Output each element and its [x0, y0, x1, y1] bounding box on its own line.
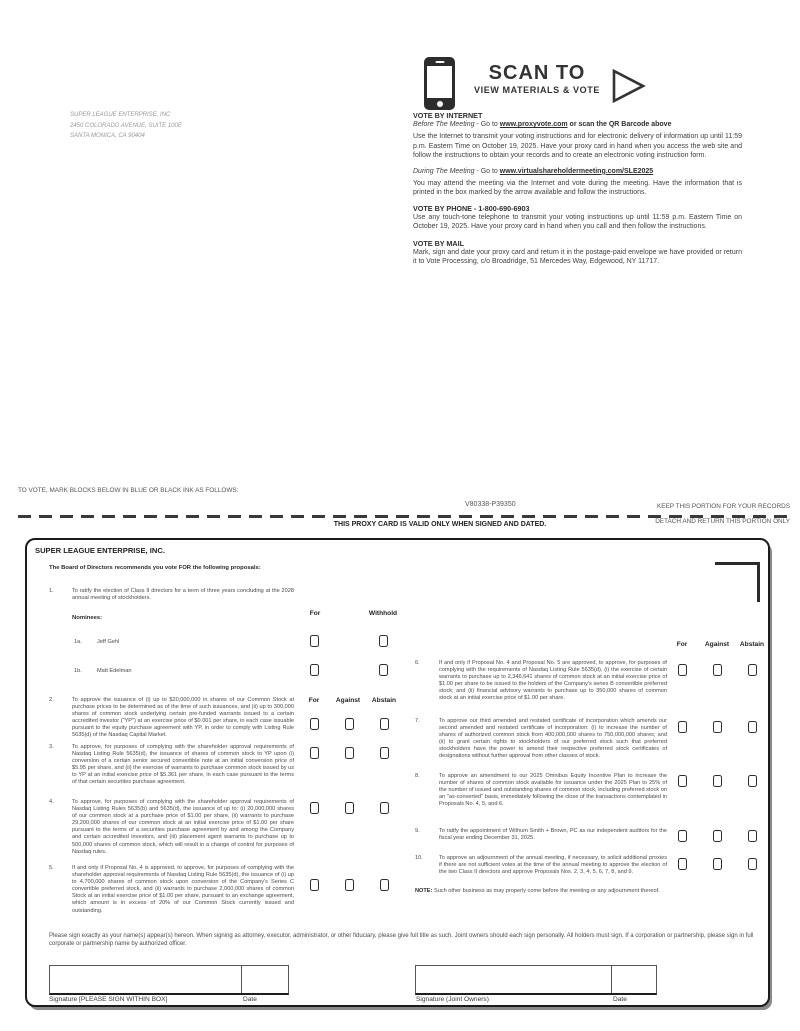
proposal-4-number: 4. [49, 799, 54, 805]
proxyvote-link[interactable]: www.proxyvote.com [499, 121, 568, 129]
checkbox-1b-for[interactable] [310, 664, 319, 676]
checkbox-p5-against[interactable] [345, 879, 354, 891]
checkbox-p7-abstain[interactable] [748, 721, 757, 733]
signature-box-primary[interactable] [49, 965, 289, 995]
proposal-10-number: 10. [415, 855, 423, 861]
checkbox-p3-against[interactable] [345, 747, 354, 759]
during-meeting-line [413, 167, 742, 176]
before-meeting-line [413, 120, 742, 129]
sender-line: SUPER LEAGUE ENTERPRISE, INC [70, 112, 171, 118]
date-label: Date [613, 996, 627, 1003]
signature-date-divider [241, 966, 242, 993]
proposal-2-number: 2. [49, 697, 54, 703]
signature-joint-label: Signature (Joint Owners) [416, 996, 489, 1003]
column-header-against: Against [704, 641, 730, 648]
mark-blocks-instruction: TO VOTE, MARK BLOCKS BELOW IN BLUE OR BLACK INK AS FOLLOWS: [18, 487, 239, 494]
proposal-3-text: To approve, for purposes of complying with the shareholder approval requirements of Nasdaq Listing Rule 5635(d), the issuance of shares of common stock to YP upon (i) conversion of a certain senior secured convertible note at an initial conversion price of $5.95 per share, and (ii) the exercise of warrants to purchase common stock issued by us to YP at an initial exercise price of $5.361 per share, in each case pursuant to the terms of that certain securities purchase agreement. [72, 744, 294, 786]
sender-line: SANTA MONICA, CA 90404 [70, 133, 145, 139]
note-text: Such other business as may properly come before the meeting or any adjournment thereof. [432, 888, 660, 894]
column-header-for: For [308, 697, 320, 704]
proposal-7-number: 7. [415, 718, 420, 724]
vote-mail-heading: VOTE BY MAIL [413, 238, 464, 248]
signature-date-divider [611, 966, 612, 993]
nominee-1a-name: Jeff Gehl [97, 639, 120, 645]
vote-phone-para: Use any touch-tone telephone to transmit your voting instructions up until 11:59 p.m. Eastern Time on October 19, 2025. Have your proxy card in hand when you call and then follow the instructions. [413, 214, 742, 231]
vote-phone-heading: VOTE BY PHONE - 1-800-690-6903 [413, 204, 530, 214]
scan-banner [462, 63, 612, 95]
checkbox-p6-for[interactable] [678, 664, 687, 676]
checkbox-p8-for[interactable] [678, 775, 687, 787]
control-number: V80338-P39350 [465, 501, 516, 508]
checkbox-p10-for[interactable] [678, 858, 687, 870]
proposal-8-number: 8. [415, 773, 420, 779]
checkbox-p7-against[interactable] [713, 721, 722, 733]
checkbox-p3-for[interactable] [310, 747, 319, 759]
sender-line: 2450 COLORADO AVENUE, SUITE 100E [70, 122, 182, 129]
detach-return-note: DETACH AND RETURN THIS PORTION ONLY [655, 518, 790, 525]
sender-address [70, 110, 182, 142]
board-recommendation: The Board of Directors recommends you vote FOR the following proposals: [49, 565, 261, 571]
column-header-for: For [676, 641, 688, 648]
checkbox-p4-abstain[interactable] [380, 802, 389, 814]
proposal-8-text: To approve an amendment to our 2025 Omnibus Equity Incentive Plan to increase the number of shares of common stock available for issuance under the 2025 Plan to 25% of the number of issued and outstanding shares of common stock, including preferred stock on an "as-converted" basis, immediately following the close of the transactions contemplated in Proposals No. 4, 5, and 6. [439, 773, 667, 808]
checkbox-p5-abstain[interactable] [380, 879, 389, 891]
checkbox-p8-abstain[interactable] [748, 775, 757, 787]
proposal-1-text: To ratify the election of Class II directors for a term of three years concluding at the 2028 annual meeting of stockholders. [72, 588, 294, 602]
checkbox-p7-for[interactable] [678, 721, 687, 733]
before-meeting-mid: - Go to [474, 121, 500, 129]
checkbox-p2-abstain[interactable] [380, 718, 389, 730]
checkbox-p10-abstain[interactable] [748, 858, 757, 870]
column-header-abstain: Abstain [371, 697, 397, 704]
proposal-6-number: 6. [415, 660, 420, 666]
checkbox-p9-abstain[interactable] [748, 830, 757, 842]
nominees-label: Nominees: [72, 615, 103, 621]
proposal-9-number: 9. [415, 828, 420, 834]
checkbox-p9-for[interactable] [678, 830, 687, 842]
before-meeting-label: Before The Meeting [413, 121, 475, 129]
date-label: Date [243, 996, 257, 1003]
proposal-1-number: 1. [49, 588, 54, 594]
other-business-note [415, 888, 660, 895]
virtual-meeting-link[interactable]: www.virtualshareholdermeeting.com/SLE2025 [499, 167, 654, 175]
proposal-9-text: To ratify the appointment of Withum Smith + Brown, PC as our independent auditors for the fiscal year ending December 31, 2025. [439, 828, 667, 842]
checkbox-p4-against[interactable] [345, 802, 354, 814]
checkbox-p2-for[interactable] [310, 718, 319, 730]
nominee-1b-name: Matt Edelman [97, 668, 132, 674]
checkbox-p6-against[interactable] [713, 664, 722, 676]
checkbox-p10-against[interactable] [713, 858, 722, 870]
vote-internet-during-para: You may attend the meeting via the Internet and vote during the meeting. Have the information that is printed in the box marked by the arrow available and follow the instructions. [413, 179, 742, 196]
arrow-right-icon [612, 68, 646, 104]
proposal-3-number: 3. [49, 744, 54, 750]
checkbox-p6-abstain[interactable] [748, 664, 757, 676]
proxy-card [25, 538, 770, 1007]
nominee-1a-id: 1a. [74, 639, 82, 645]
during-meeting-label: During The Meeting [413, 167, 475, 175]
proposal-5-number: 5. [49, 865, 54, 871]
column-header-for: For [309, 610, 321, 617]
checkbox-p9-against[interactable] [713, 830, 722, 842]
scan-banner-subtitle: VIEW MATERIALS & VOTE [474, 85, 600, 95]
checkbox-1b-withhold[interactable] [379, 664, 388, 676]
checkbox-1a-withhold[interactable] [379, 635, 388, 647]
proposal-5-text: If and only if Proposal No. 4 is approved, to approve, for purposes of complying with the shareholder approval requirements of Nasdaq Listing Rule 5635(d), the issuance of (i) up to 4,700,000 shares of common stock upon conversion of the Company's Series C convertible preferred stock, and (ii) warrants to purchase 2,000,000 shares of common Stock at an initial exercise price of $1.00 per share, pursuant to an exchange agreement, which amount is in excess of 20% of our Common Stock currently issued and outstanding. [72, 865, 294, 914]
vote-instructions [413, 111, 742, 273]
signature-primary-label: Signature [PLEASE SIGN WITHIN BOX] [49, 996, 168, 1003]
column-header-abstain: Abstain [739, 641, 765, 648]
checkbox-1a-for[interactable] [310, 635, 319, 647]
card-company-name: SUPER LEAGUE ENTERPRISE, INC. [35, 546, 165, 555]
vote-internet-heading: VOTE BY INTERNET [413, 111, 483, 120]
keep-portion-note: KEEP THIS PORTION FOR YOUR RECORDS [656, 503, 790, 510]
checkbox-p5-for[interactable] [310, 879, 319, 891]
note-label: NOTE: [415, 888, 433, 894]
proposal-7-text: To approve our third amended and restated certificate of incorporation which amends our second amended and restated certificate of incorporation: (i) to increase the number of shares of authorized common stock from 400,000,000 shares to 750,000,000 shares; and (ii) to grant certain rights to stockholders of our preferred stock such that preferred stockholders have the power to amend their respective preferred stock certificates of designations without further approval from other classes of stock. [439, 718, 667, 760]
column-header-withhold: Withhold [368, 610, 398, 617]
checkbox-p3-abstain[interactable] [380, 747, 389, 759]
signature-box-joint[interactable] [415, 965, 657, 995]
checkbox-p4-for[interactable] [310, 802, 319, 814]
before-meeting-suffix: or scan the QR Barcode above [567, 121, 672, 129]
corner-mark-icon [715, 562, 760, 565]
proposal-6-text: If and only if Proposal No. 4 and Proposal No. 5 are approved, to approve, for purposes of complying with the requirements of Nasdaq Listing Rule 5635(d), (i) the exercise of certain warrants to purchase up to 2,346,641 shares of common stock at an initial exercise price of $1.00 per share to be issued to the holders of the Company's series B convertible preferred stock; and (ii) financial advisory warrants to purchase up to 350,000 shares of common stock at an initial exercise price of $1.00 per share. [439, 660, 667, 702]
proposal-4-text: To approve, for purposes of complying with the shareholder approval requirements of Nasdaq Listing Rules 5635(b) and 5635(d), the issuance of up to: (i) 20,000,000 shares of our common stock at a purchase price of $1.00 per share, (ii) warrants to purchase 29,200,000 shares of our common stock at an initial exercise price of $1.00 per share pursuant to the terms of a securities purchase agreement by and among the Company and certain accredited investors, and (iii) placement agent warrants to purchase up to 500,000 shares of common stock, which will result in a change of control for purposes of Nasdaq rules. [72, 799, 294, 855]
scan-banner-title: SCAN TO [488, 62, 586, 84]
vote-internet-before-para: Use the Internet to transmit your voting instructions and for electronic delivery of information up until 11:59 p.m. Eastern Time on October 19, 2025. Have your proxy card in hand when you access the web site and follow the instructions to obtain your records and to create an electronic voting instruction form. [413, 133, 742, 159]
proposal-2-text: To approve the issuance of (i) up to $20,000,000 in shares of our Common Stock at purchase prices to be determined as of the time of such issuances, and (ii) up to 300,000 shares of common stock underlying certain pre-funded warrants issued to a certain accredited investor ("YP") at an exercise price of $0.001 per share, in each case issuable pursuant to the equity purchase agreement with YP, in order to comply with Listing Rule 5635(d) of the Nasdaq Capital Market. [72, 697, 294, 739]
valid-when-signed-note: THIS PROXY CARD IS VALID ONLY WHEN SIGNED AND DATED. [333, 521, 547, 528]
nominee-1b-id: 1b. [74, 668, 82, 674]
checkbox-p2-against[interactable] [345, 718, 354, 730]
checkbox-p8-against[interactable] [713, 775, 722, 787]
sign-instruction: Please sign exactly as your name(s) appear(s) hereon. When signing as attorney, executor, administrator, or other fiduciary, please give full title as such. Joint owners should each sign personally. All holders must sign. If a corporation or partnership, please sign in full corporate or partnership name by authorized officer. [49, 933, 754, 948]
smartphone-icon [424, 57, 455, 110]
column-header-against: Against [335, 697, 361, 704]
corner-mark-icon [757, 562, 760, 602]
during-meeting-mid: - Go to [474, 167, 500, 175]
vote-mail-para: Mark, sign and date your proxy card and return it in the postage-paid envelope we have provided or return it to Vote Processing, c/o Broadridge, 51 Mercedes Way, Edgewood, NY 11717. [413, 248, 742, 266]
proposal-10-text: To approve an adjournment of the annual meeting, if necessary, to solicit additional proxies if there are not sufficient votes at the time of the annual meeting to approve the election of the two Class II directors and approve Proposals Nos. 2, 3, 4, 5, 6, 7, 8, and 9. [439, 855, 667, 876]
